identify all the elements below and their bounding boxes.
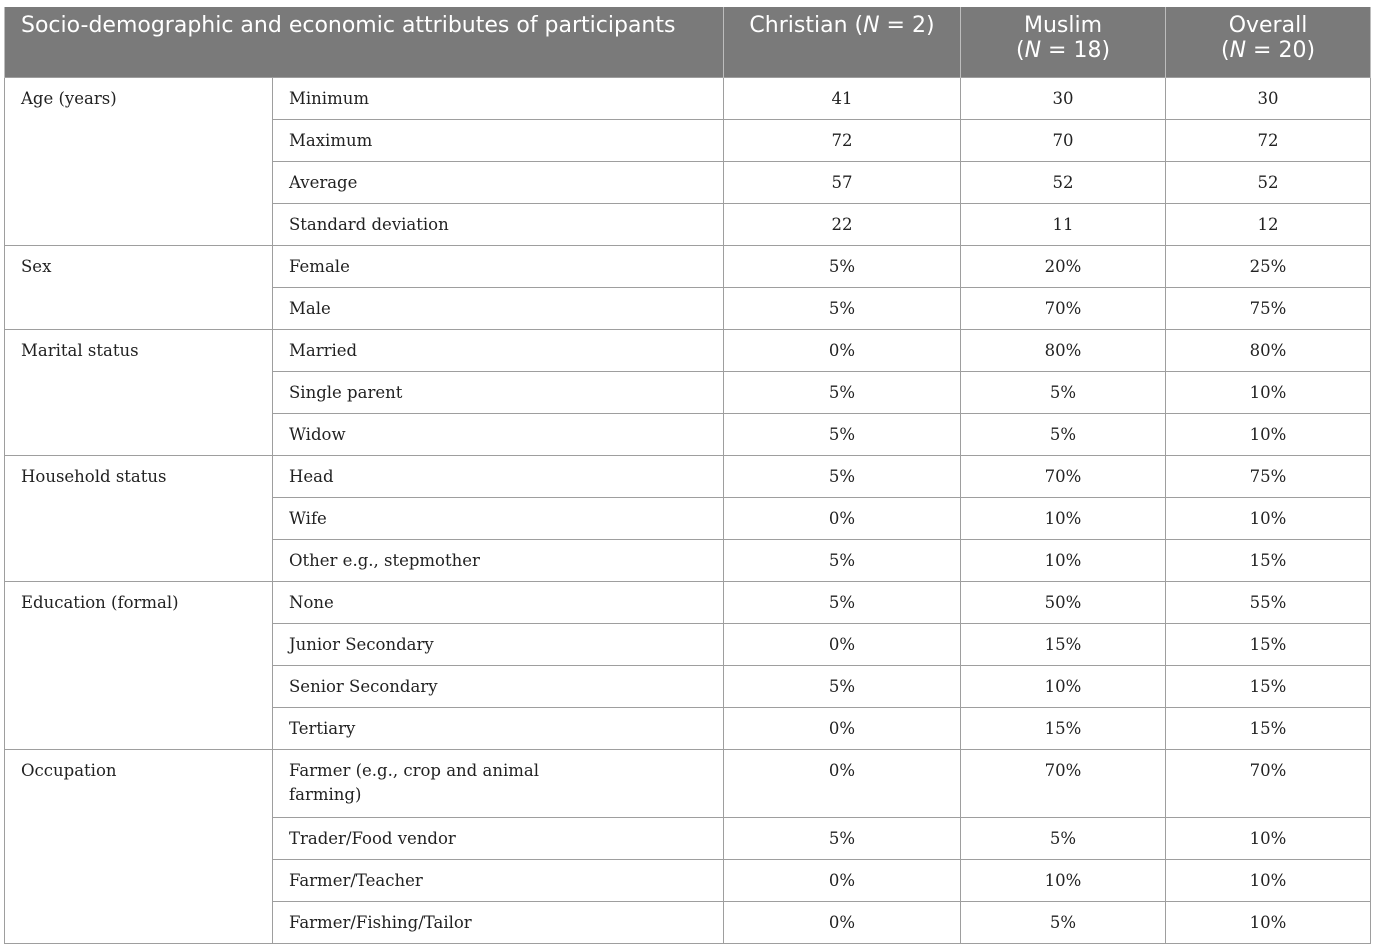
overall-value-cell: 15% <box>1166 539 1371 581</box>
christian-value-cell: 0% <box>724 329 961 371</box>
table-row <box>5 749 1371 817</box>
overall-value-cell: 10% <box>1166 413 1371 455</box>
header-muslim-count: = 18) <box>1041 38 1111 63</box>
muslim-value-cell: 5% <box>961 413 1166 455</box>
christian-value-cell: 0% <box>724 707 961 749</box>
subcategory-cell <box>273 901 724 943</box>
table-body <box>5 77 1371 943</box>
overall-value-cell: 72 <box>1166 119 1371 161</box>
subcategory-cell <box>273 245 724 287</box>
subcategory-label: Head <box>289 466 334 486</box>
subcategory-label: Maximum <box>289 130 373 150</box>
subcategory-cell <box>273 665 724 707</box>
subcategory-cell <box>273 623 724 665</box>
overall-value-cell: 75% <box>1166 287 1371 329</box>
participants-table <box>4 7 1371 944</box>
subcategory-label: Average <box>289 172 358 192</box>
subcategory-label: Minimum <box>289 88 369 108</box>
subcategory-label: Other e.g., stepmother <box>289 550 480 570</box>
overall-value-cell: 10% <box>1166 817 1371 859</box>
subcategory-cell <box>273 77 724 119</box>
christian-value-cell: 0% <box>724 497 961 539</box>
subcategory-label: Married <box>289 340 358 360</box>
christian-value-cell: 22 <box>724 203 961 245</box>
subcategory-label: None <box>289 592 334 612</box>
christian-value-cell: 0% <box>724 859 961 901</box>
subcategory-cell <box>273 203 724 245</box>
christian-value-cell: 5% <box>724 371 961 413</box>
christian-value-cell: 5% <box>724 817 961 859</box>
overall-value-cell: 70% <box>1166 749 1371 817</box>
subcategory-cell <box>273 497 724 539</box>
muslim-value-cell: 52 <box>961 161 1166 203</box>
christian-value-cell: 0% <box>724 901 961 943</box>
subcategory-cell <box>273 413 724 455</box>
subcategory-label: Single parent <box>289 382 403 402</box>
muslim-value-cell: 70% <box>961 455 1166 497</box>
subcategory-label: Farmer/Fishing/Tailor <box>289 912 472 932</box>
overall-value-cell: 10% <box>1166 901 1371 943</box>
muslim-value-cell: 20% <box>961 245 1166 287</box>
overall-value-cell: 25% <box>1166 245 1371 287</box>
muslim-value-cell: 15% <box>961 707 1166 749</box>
subcategory-cell <box>273 859 724 901</box>
subcategory-label: Male <box>289 298 331 318</box>
muslim-value-cell: 15% <box>961 623 1166 665</box>
header-christian-count: = 2) <box>879 13 935 38</box>
overall-value-cell: 10% <box>1166 497 1371 539</box>
subcategory-label: Female <box>289 256 350 276</box>
christian-value-cell: 5% <box>724 413 961 455</box>
subcategory-label: Junior Secondary <box>289 634 434 654</box>
subcategory-label: Trader/Food vendor <box>289 828 456 848</box>
table-row <box>5 77 1371 119</box>
category-cell: Education (formal) <box>5 581 273 749</box>
overall-value-cell: 10% <box>1166 371 1371 413</box>
header-christian <box>724 7 961 77</box>
table-header <box>5 7 1371 77</box>
table-row <box>5 245 1371 287</box>
christian-value-cell: 5% <box>724 287 961 329</box>
christian-value-cell: 5% <box>724 539 961 581</box>
subcategory-cell <box>273 707 724 749</box>
overall-value-cell: 75% <box>1166 455 1371 497</box>
muslim-value-cell: 10% <box>961 497 1166 539</box>
header-overall: Overall (N = 20) <box>1166 7 1371 77</box>
table-row <box>5 581 1371 623</box>
subcategory-cell <box>273 371 724 413</box>
christian-value-cell: 5% <box>724 665 961 707</box>
christian-value-cell: 5% <box>724 245 961 287</box>
overall-value-cell: 15% <box>1166 623 1371 665</box>
header-overall-count: = 20) <box>1246 38 1316 63</box>
overall-value-cell: 80% <box>1166 329 1371 371</box>
table-row <box>5 455 1371 497</box>
overall-value-cell: 30 <box>1166 77 1371 119</box>
muslim-value-cell: 10% <box>961 539 1166 581</box>
subcategory-label: Farmer/Teacher <box>289 870 423 890</box>
header-christian-n: N <box>863 13 880 38</box>
christian-value-cell: 0% <box>724 623 961 665</box>
overall-value-cell: 52 <box>1166 161 1371 203</box>
category-cell: Sex <box>5 245 273 329</box>
subcategory-label: Tertiary <box>289 718 356 738</box>
muslim-value-cell: 5% <box>961 817 1166 859</box>
overall-value-cell: 12 <box>1166 203 1371 245</box>
subcategory-label: Standard deviation <box>289 214 449 234</box>
christian-value-cell: 41 <box>724 77 961 119</box>
muslim-value-cell: 70% <box>961 749 1166 817</box>
subcategory-cell <box>273 161 724 203</box>
subcategory-cell <box>273 287 724 329</box>
subcategory-label: Widow <box>289 424 346 444</box>
subcategory-label: Wife <box>289 508 327 528</box>
christian-value-cell: 5% <box>724 581 961 623</box>
christian-value-cell: 72 <box>724 119 961 161</box>
subcategory-cell <box>273 539 724 581</box>
muslim-value-cell: 70% <box>961 287 1166 329</box>
subcategory-cell <box>273 817 724 859</box>
overall-value-cell: 15% <box>1166 707 1371 749</box>
subcategory-cell <box>273 581 724 623</box>
table-row <box>5 329 1371 371</box>
muslim-value-cell: 10% <box>961 859 1166 901</box>
subcategory-label: Farmer (e.g., crop and animal farming) <box>289 760 539 804</box>
muslim-value-cell: 80% <box>961 329 1166 371</box>
category-cell: Occupation <box>5 749 273 943</box>
muslim-value-cell: 10% <box>961 665 1166 707</box>
header-row <box>5 7 1371 77</box>
header-muslim-label: Muslim <box>1023 13 1103 38</box>
header-overall-n: N <box>1229 38 1247 63</box>
muslim-value-cell: 5% <box>961 371 1166 413</box>
christian-value-cell: 0% <box>724 749 961 817</box>
category-cell: Household status <box>5 455 273 581</box>
subcategory-cell <box>273 749 724 817</box>
overall-value-cell: 15% <box>1166 665 1371 707</box>
muslim-value-cell: 70 <box>961 119 1166 161</box>
christian-value-cell: 5% <box>724 455 961 497</box>
muslim-value-cell: 30 <box>961 77 1166 119</box>
subcategory-cell <box>273 455 724 497</box>
category-cell: Marital status <box>5 329 273 455</box>
header-overall-label: Overall <box>1228 13 1308 38</box>
subcategory-cell <box>273 119 724 161</box>
muslim-value-cell: 5% <box>961 901 1166 943</box>
overall-value-cell: 55% <box>1166 581 1371 623</box>
header-attributes: Socio-demographic and economic attributes of participants <box>5 7 724 77</box>
overall-value-cell: 10% <box>1166 859 1371 901</box>
category-cell: Age (years) <box>5 77 273 245</box>
muslim-value-cell: 50% <box>961 581 1166 623</box>
muslim-value-cell: 11 <box>961 203 1166 245</box>
subcategory-label: Senior Secondary <box>289 676 438 696</box>
header-muslim: Muslim (N = 18) <box>961 7 1166 77</box>
christian-value-cell: 57 <box>724 161 961 203</box>
subcategory-cell <box>273 329 724 371</box>
header-muslim-n: N <box>1024 38 1042 63</box>
header-christian-label: Christian ( <box>749 13 864 38</box>
